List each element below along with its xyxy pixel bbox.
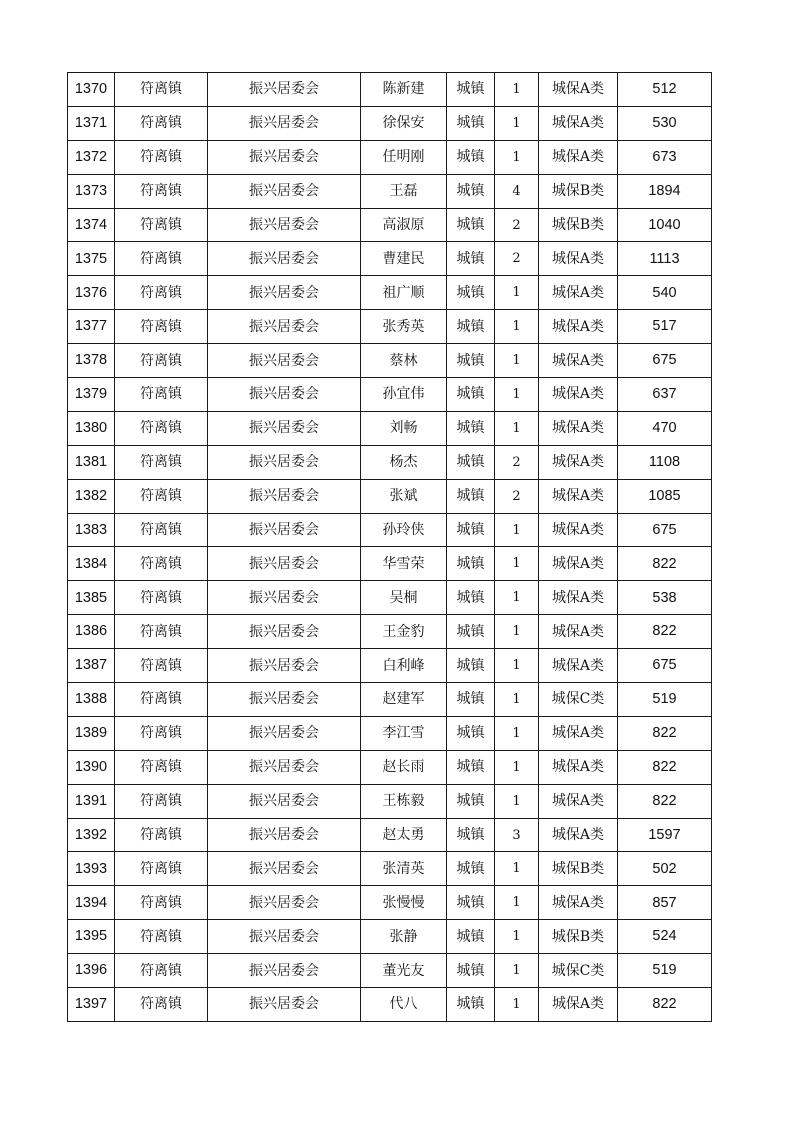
cell-amount: 517 [618,310,712,344]
cell-category: 城保B类 [539,208,618,242]
cell-amount: 822 [618,615,712,649]
cell-committee: 振兴居委会 [208,649,361,683]
cell-type: 城镇 [447,73,495,107]
cell-amount: 512 [618,73,712,107]
cell-type: 城镇 [447,988,495,1022]
table-row [68,310,712,344]
cell-type: 城镇 [447,920,495,954]
cell-town: 符离镇 [115,750,208,784]
cell-town: 符离镇 [115,242,208,276]
cell-town: 符离镇 [115,615,208,649]
cell-category: 城保A类 [539,411,618,445]
cell-name: 张静 [361,920,447,954]
cell-committee: 振兴居委会 [208,988,361,1022]
cell-amount: 675 [618,513,712,547]
data-table [67,72,712,1022]
cell-serial: 1388 [68,683,115,717]
cell-town: 符离镇 [115,513,208,547]
cell-count: 1 [495,784,539,818]
cell-count: 1 [495,140,539,174]
cell-amount: 519 [618,683,712,717]
cell-town: 符离镇 [115,818,208,852]
table-row [68,818,712,852]
cell-committee: 振兴居委会 [208,818,361,852]
cell-serial: 1396 [68,954,115,988]
table-row [68,513,712,547]
cell-name: 陈新建 [361,73,447,107]
cell-category: 城保B类 [539,920,618,954]
table-row [68,174,712,208]
cell-serial: 1376 [68,276,115,310]
cell-committee: 振兴居委会 [208,920,361,954]
cell-count: 1 [495,920,539,954]
cell-name: 祖广顺 [361,276,447,310]
table-row [68,852,712,886]
cell-type: 城镇 [447,513,495,547]
cell-category: 城保A类 [539,581,618,615]
cell-serial: 1384 [68,547,115,581]
cell-count: 1 [495,750,539,784]
cell-serial: 1380 [68,411,115,445]
cell-serial: 1395 [68,920,115,954]
cell-town: 符离镇 [115,73,208,107]
table-row [68,242,712,276]
table-row [68,479,712,513]
cell-name: 张斌 [361,479,447,513]
cell-name: 张清英 [361,852,447,886]
table-row [68,344,712,378]
cell-town: 符离镇 [115,683,208,717]
cell-count: 1 [495,310,539,344]
cell-name: 吴桐 [361,581,447,615]
cell-type: 城镇 [447,547,495,581]
cell-committee: 振兴居委会 [208,140,361,174]
cell-serial: 1379 [68,378,115,412]
cell-count: 1 [495,581,539,615]
cell-name: 杨杰 [361,445,447,479]
cell-town: 符离镇 [115,411,208,445]
cell-count: 1 [495,344,539,378]
cell-town: 符离镇 [115,310,208,344]
cell-town: 符离镇 [115,886,208,920]
cell-name: 徐保安 [361,106,447,140]
table-row [68,615,712,649]
table-row [68,784,712,818]
cell-type: 城镇 [447,242,495,276]
cell-committee: 振兴居委会 [208,784,361,818]
cell-amount: 502 [618,852,712,886]
cell-town: 符离镇 [115,581,208,615]
cell-category: 城保A类 [539,242,618,276]
cell-town: 符离镇 [115,106,208,140]
cell-type: 城镇 [447,378,495,412]
cell-serial: 1382 [68,479,115,513]
cell-town: 符离镇 [115,174,208,208]
cell-amount: 822 [618,988,712,1022]
cell-committee: 振兴居委会 [208,852,361,886]
cell-category: 城保A类 [539,140,618,174]
cell-name: 赵太勇 [361,818,447,852]
cell-committee: 振兴居委会 [208,716,361,750]
cell-town: 符离镇 [115,852,208,886]
table-row [68,716,712,750]
cell-town: 符离镇 [115,716,208,750]
cell-serial: 1389 [68,716,115,750]
cell-name: 华雪荣 [361,547,447,581]
cell-amount: 1108 [618,445,712,479]
cell-town: 符离镇 [115,547,208,581]
cell-category: 城保A类 [539,784,618,818]
cell-name: 蔡林 [361,344,447,378]
cell-serial: 1390 [68,750,115,784]
cell-count: 2 [495,208,539,242]
cell-amount: 822 [618,547,712,581]
cell-name: 王磊 [361,174,447,208]
table-row [68,276,712,310]
cell-committee: 振兴居委会 [208,615,361,649]
cell-count: 4 [495,174,539,208]
cell-serial: 1370 [68,73,115,107]
cell-category: 城保A类 [539,988,618,1022]
cell-count: 1 [495,615,539,649]
cell-count: 1 [495,716,539,750]
cell-committee: 振兴居委会 [208,479,361,513]
cell-category: 城保C类 [539,954,618,988]
cell-name: 张秀英 [361,310,447,344]
cell-type: 城镇 [447,310,495,344]
cell-category: 城保A类 [539,378,618,412]
cell-category: 城保A类 [539,547,618,581]
cell-count: 2 [495,445,539,479]
cell-town: 符离镇 [115,784,208,818]
cell-amount: 1894 [618,174,712,208]
cell-name: 李江雪 [361,716,447,750]
cell-serial: 1386 [68,615,115,649]
cell-town: 符离镇 [115,445,208,479]
cell-count: 1 [495,411,539,445]
cell-committee: 振兴居委会 [208,445,361,479]
cell-committee: 振兴居委会 [208,174,361,208]
cell-serial: 1375 [68,242,115,276]
cell-category: 城保A类 [539,310,618,344]
cell-committee: 振兴居委会 [208,378,361,412]
cell-amount: 822 [618,716,712,750]
cell-amount: 1040 [618,208,712,242]
cell-category: 城保A类 [539,649,618,683]
cell-committee: 振兴居委会 [208,344,361,378]
cell-committee: 振兴居委会 [208,411,361,445]
cell-name: 任明刚 [361,140,447,174]
cell-name: 代八 [361,988,447,1022]
cell-category: 城保B类 [539,174,618,208]
cell-town: 符离镇 [115,479,208,513]
cell-amount: 637 [618,378,712,412]
cell-count: 1 [495,886,539,920]
cell-amount: 857 [618,886,712,920]
cell-count: 1 [495,988,539,1022]
cell-committee: 振兴居委会 [208,581,361,615]
cell-name: 高淑原 [361,208,447,242]
cell-name: 曹建民 [361,242,447,276]
cell-committee: 振兴居委会 [208,310,361,344]
cell-count: 1 [495,649,539,683]
cell-count: 3 [495,818,539,852]
cell-town: 符离镇 [115,649,208,683]
cell-amount: 822 [618,784,712,818]
cell-serial: 1381 [68,445,115,479]
cell-type: 城镇 [447,886,495,920]
cell-committee: 振兴居委会 [208,750,361,784]
cell-committee: 振兴居委会 [208,242,361,276]
table-row [68,411,712,445]
cell-amount: 519 [618,954,712,988]
table-row [68,547,712,581]
table-row [68,106,712,140]
table-row [68,445,712,479]
table-row [68,581,712,615]
cell-type: 城镇 [447,208,495,242]
cell-amount: 1085 [618,479,712,513]
cell-type: 城镇 [447,479,495,513]
cell-type: 城镇 [447,784,495,818]
cell-category: 城保A类 [539,750,618,784]
cell-town: 符离镇 [115,378,208,412]
cell-serial: 1372 [68,140,115,174]
cell-category: 城保B类 [539,852,618,886]
cell-amount: 1597 [618,818,712,852]
cell-type: 城镇 [447,276,495,310]
cell-count: 1 [495,378,539,412]
cell-type: 城镇 [447,716,495,750]
cell-committee: 振兴居委会 [208,513,361,547]
cell-name: 王金豹 [361,615,447,649]
table-body [68,73,712,1022]
cell-name: 刘畅 [361,411,447,445]
cell-type: 城镇 [447,683,495,717]
cell-type: 城镇 [447,344,495,378]
cell-type: 城镇 [447,649,495,683]
cell-count: 1 [495,73,539,107]
cell-type: 城镇 [447,581,495,615]
cell-type: 城镇 [447,852,495,886]
cell-name: 赵建军 [361,683,447,717]
cell-amount: 673 [618,140,712,174]
cell-count: 1 [495,683,539,717]
cell-serial: 1385 [68,581,115,615]
cell-committee: 振兴居委会 [208,954,361,988]
cell-category: 城保A类 [539,716,618,750]
cell-category: 城保A类 [539,479,618,513]
table-row [68,886,712,920]
cell-type: 城镇 [447,411,495,445]
table-row [68,378,712,412]
cell-name: 孙玲侠 [361,513,447,547]
cell-serial: 1374 [68,208,115,242]
cell-town: 符离镇 [115,954,208,988]
cell-committee: 振兴居委会 [208,106,361,140]
cell-type: 城镇 [447,954,495,988]
cell-serial: 1383 [68,513,115,547]
table-row [68,73,712,107]
cell-serial: 1393 [68,852,115,886]
cell-name: 白利峰 [361,649,447,683]
cell-count: 1 [495,276,539,310]
cell-category: 城保A类 [539,886,618,920]
cell-town: 符离镇 [115,920,208,954]
cell-count: 1 [495,106,539,140]
cell-amount: 530 [618,106,712,140]
cell-category: 城保A类 [539,445,618,479]
cell-amount: 675 [618,649,712,683]
cell-category: 城保C类 [539,683,618,717]
cell-category: 城保A类 [539,73,618,107]
cell-amount: 540 [618,276,712,310]
cell-serial: 1397 [68,988,115,1022]
cell-count: 1 [495,954,539,988]
table-row [68,988,712,1022]
cell-count: 1 [495,513,539,547]
cell-committee: 振兴居委会 [208,886,361,920]
cell-category: 城保A类 [539,276,618,310]
cell-amount: 538 [618,581,712,615]
cell-amount: 1113 [618,242,712,276]
cell-type: 城镇 [447,818,495,852]
cell-type: 城镇 [447,106,495,140]
cell-category: 城保A类 [539,615,618,649]
cell-serial: 1378 [68,344,115,378]
cell-amount: 470 [618,411,712,445]
cell-amount: 675 [618,344,712,378]
cell-count: 2 [495,479,539,513]
cell-committee: 振兴居委会 [208,276,361,310]
table-row [68,683,712,717]
table-row [68,750,712,784]
cell-count: 1 [495,852,539,886]
cell-type: 城镇 [447,615,495,649]
table-row [68,954,712,988]
cell-type: 城镇 [447,750,495,784]
cell-town: 符离镇 [115,988,208,1022]
cell-serial: 1387 [68,649,115,683]
cell-committee: 振兴居委会 [208,208,361,242]
cell-committee: 振兴居委会 [208,547,361,581]
cell-town: 符离镇 [115,140,208,174]
cell-name: 王栋毅 [361,784,447,818]
cell-count: 1 [495,547,539,581]
cell-category: 城保A类 [539,513,618,547]
cell-serial: 1371 [68,106,115,140]
cell-town: 符离镇 [115,276,208,310]
cell-type: 城镇 [447,445,495,479]
cell-committee: 振兴居委会 [208,683,361,717]
cell-name: 张慢慢 [361,886,447,920]
cell-type: 城镇 [447,174,495,208]
cell-serial: 1394 [68,886,115,920]
cell-category: 城保A类 [539,344,618,378]
table-row [68,920,712,954]
cell-amount: 822 [618,750,712,784]
cell-name: 赵长雨 [361,750,447,784]
cell-serial: 1377 [68,310,115,344]
cell-category: 城保A类 [539,818,618,852]
cell-serial: 1373 [68,174,115,208]
cell-category: 城保A类 [539,106,618,140]
table-row [68,649,712,683]
cell-town: 符离镇 [115,208,208,242]
cell-serial: 1392 [68,818,115,852]
table-row [68,208,712,242]
table-row [68,140,712,174]
cell-name: 孙宜伟 [361,378,447,412]
cell-amount: 524 [618,920,712,954]
cell-town: 符离镇 [115,344,208,378]
cell-serial: 1391 [68,784,115,818]
cell-count: 2 [495,242,539,276]
cell-committee: 振兴居委会 [208,73,361,107]
cell-type: 城镇 [447,140,495,174]
cell-name: 董光友 [361,954,447,988]
